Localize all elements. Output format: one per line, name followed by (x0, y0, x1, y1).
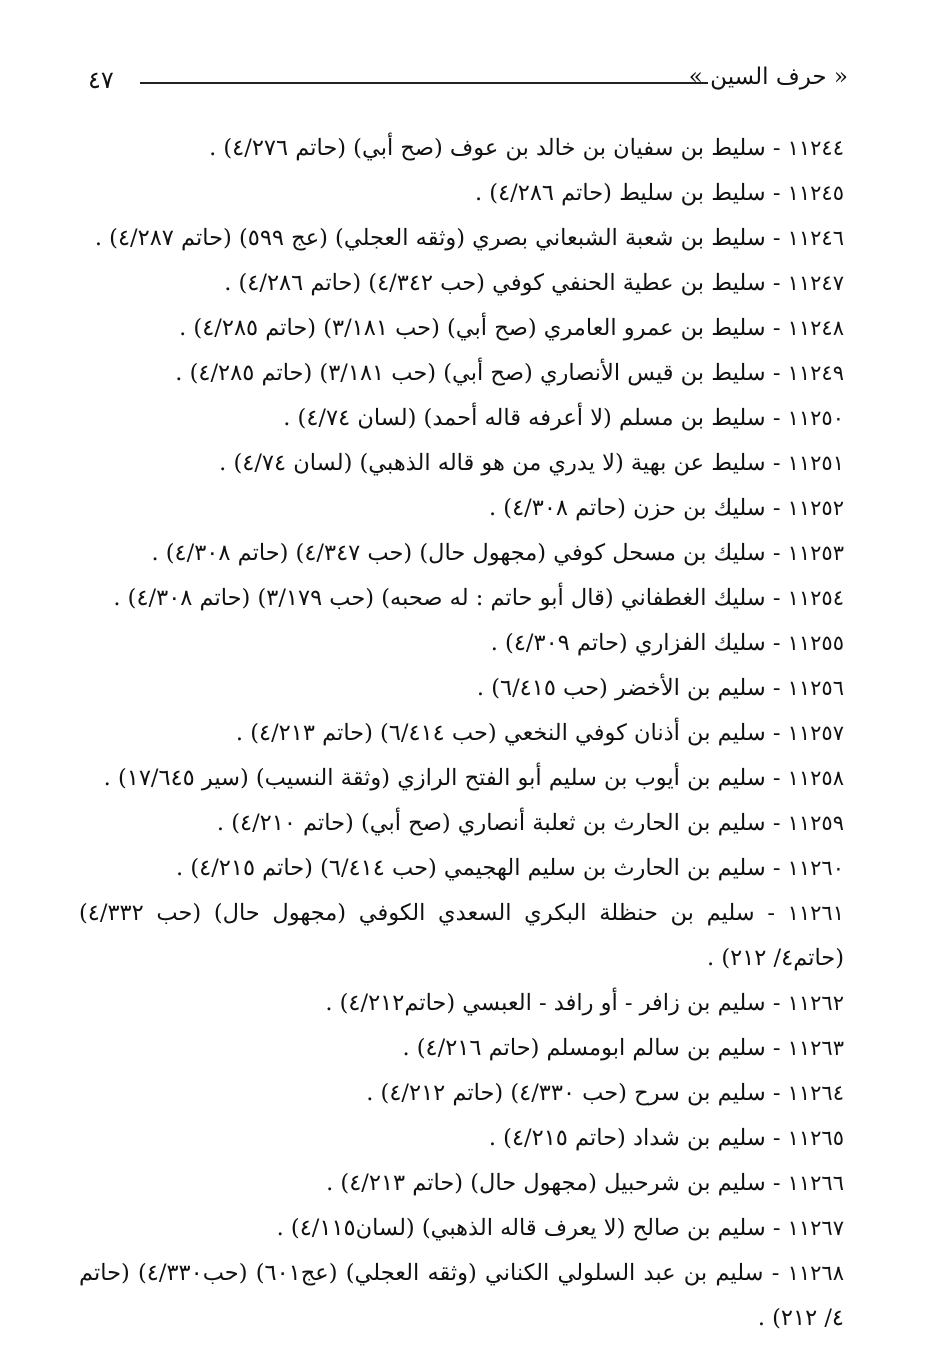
entry-text: سليط بن قيس الأنصاري (صح أبي) (حب ٣/١٨١) (حاتم ٤/٢٨٥) . (175, 360, 766, 386)
entry-number: ١١٢٥٨ (787, 766, 844, 790)
entry-number: ١١٢٥٧ (787, 721, 844, 745)
entry-text: سليط بن شعبة الشبعاني بصري (وثقه العجلي) (عج ٥٩٩) (حاتم ٤/٢٨٧) . (94, 225, 766, 251)
entry-text: سليك بن مسحل كوفي (مجهول حال) (حب ٤/٣٤٧) (حاتم ٤/٣٠٨) . (151, 540, 766, 566)
entry-text: سليط بن سليط (حاتم ٤/٢٨٦) . (474, 180, 766, 206)
entry-number: ١١٢٦٦ (787, 1171, 844, 1195)
entry-text: سليم بن سرح (حب ٤/٣٣٠) (حاتم ٤/٢١٢) . (366, 1080, 766, 1106)
list-item: ١١٢٥٣ - سليك بن مسحل كوفي (مجهول حال) (حب ٤/٣٤٧) (حاتم ٤/٣٠٨) . (151, 540, 844, 566)
entry-number: ١١٢٥٢ (787, 496, 844, 520)
list-item: ١١٢٥٠ - سليط بن مسلم (لا أعرفه قاله أحمد) (لسان ٤/٧٤) . (283, 405, 844, 431)
entry-number: ١١٢٤٥ (787, 181, 844, 205)
entry-number: ١١٢٥٠ (787, 406, 844, 430)
entry-number: ١١٢٤٨ (787, 316, 844, 340)
entry-number: ١١٢٦٨ (787, 1261, 844, 1285)
list-item: ١١٢٤٥ - سليط بن سليط (حاتم ٤/٢٨٦) . (474, 180, 844, 206)
entry-text: سليك الغطفاني (قال أبو حاتم : له صحبه) (حب ٣/١٧٩) (حاتم ٤/٣٠٨) . (113, 585, 766, 611)
entry-text: سليم بن حنظلة البكري السعدي الكوفي (مجهول حال) (حب ٤/٣٣٢) (حاتم٤/ ٢١٢) . (79, 900, 844, 971)
entry-number: ١١٢٥٩ (787, 811, 844, 835)
entry-text: سليم بن شرحبيل (مجهول حال) (حاتم ٤/٢١٣) . (326, 1170, 766, 1196)
entry-text: سليك الفزاري (حاتم ٤/٣٠٩) . (490, 630, 766, 656)
entry-text: سليم بن زافر - أو رافد - العبسي (حاتم٤/٢١٢) . (325, 990, 766, 1016)
entry-number: ١١٢٤٧ (787, 271, 844, 295)
entry-number: ١١٢٦٥ (787, 1126, 844, 1150)
entry-text: سليط بن عمرو العامري (صح أبي) (حب ٣/١٨١) (حاتم ٤/٢٨٥) . (179, 315, 766, 341)
list-item: ١١٢٦٨ - سليم بن عبد السلولي الكناني (وثقه العجلي) (عج٦٠١) (حب٤/٣٣٠) (حاتم ٤/ ٢١٢) . (79, 1260, 844, 1331)
entry-number: ١١٢٦١ (787, 901, 844, 925)
list-item: ١١٢٦٤ - سليم بن سرح (حب ٤/٣٣٠) (حاتم ٤/٢١٢) . (366, 1080, 844, 1106)
list-item: ١١٢٤٨ - سليط بن عمرو العامري (صح أبي) (حب ٣/١٨١) (حاتم ٤/٢٨٥) . (179, 315, 844, 341)
entry-number: ١١٢٦٧ (787, 1216, 844, 1240)
list-item: ١١٢٥٧ - سليم بن أذنان كوفي النخعي (حب ٦/٤١٤) (حاتم ٤/٢١٣) . (235, 720, 844, 746)
entry-text: سليم بن صالح (لا يعرف قاله الذهبي) (لسان٤/١١٥) . (276, 1215, 766, 1241)
list-item: ١١٢٦٧ - سليم بن صالح (لا يعرف قاله الذهبي) (لسان٤/١١٥) . (276, 1215, 844, 1241)
entry-text: سليم بن عبد السلولي الكناني (وثقه العجلي) (عج٦٠١) (حب٤/٣٣٠) (حاتم ٤/ ٢١٢) . (79, 1260, 844, 1331)
entry-list (64, 126, 844, 1341)
list-item: ١١٢٦٠ - سليم بن الحارث بن سليم الهجيمي (حب ٦/٤١٤) (حاتم ٤/٢١٥) . (176, 855, 844, 881)
list-item: ١١٢٦٣ - سليم بن سالم ابومسلم (حاتم ٤/٢١٦) . (402, 1035, 844, 1061)
page-number: ٤٧ (88, 66, 114, 94)
entry-text: سليك بن حزن (حاتم ٤/٣٠٨) . (488, 495, 766, 521)
list-item: ١١٢٤٤ - سليط بن سفيان بن خالد بن عوف (صح أبي) (حاتم ٤/٢٧٦) . (209, 135, 844, 161)
entry-number: ١١٢٦٤ (787, 1081, 844, 1105)
entry-number: ١١٢٦٢ (787, 991, 844, 1015)
list-item: ١١٢٥٦ - سليم بن الأخضر (حب ٦/٤١٥) . (476, 675, 844, 701)
entry-text: سليط بن عطية الحنفي كوفي (حب ٤/٣٤٢) (حاتم ٤/٢٨٦) . (224, 270, 766, 296)
entry-number: ١١٢٦٠ (787, 856, 844, 880)
entry-number: ١١٢٥٤ (787, 586, 844, 610)
page-header (82, 58, 848, 98)
entry-number: ١١٢٤٤ (787, 136, 844, 160)
list-item: ١١٢٦٥ - سليم بن شداد (حاتم ٤/٢١٥) . (488, 1125, 844, 1151)
entry-number: ١١٢٥٥ (787, 631, 844, 655)
running-title: « حرف السين » (688, 64, 848, 90)
list-item: ١١٢٤٧ - سليط بن عطية الحنفي كوفي (حب ٤/٣٤٢) (حاتم ٤/٢٨٦) . (224, 270, 844, 296)
entry-text: سليط بن سفيان بن خالد بن عوف (صح أبي) (حاتم ٤/٢٧٦) . (209, 135, 766, 161)
list-item: ١١٢٥٤ - سليك الغطفاني (قال أبو حاتم : له صحبه) (حب ٣/١٧٩) (حاتم ٤/٣٠٨) . (113, 585, 844, 611)
entry-number: ١١٢٥٣ (787, 541, 844, 565)
list-item: ١١٢٥١ - سليط عن بهية (لا يدري من هو قاله الذهبي) (لسان ٤/٧٤) . (219, 450, 844, 476)
entry-text: سليم بن الحارث بن ثعلبة أنصاري (صح أبي) (حاتم ٤/٢١٠) . (216, 810, 766, 836)
entry-text: سليط عن بهية (لا يدري من هو قاله الذهبي) (لسان ٤/٧٤) . (219, 450, 766, 476)
header-rule (140, 82, 708, 84)
entry-number: ١١٢٥٦ (787, 676, 844, 700)
list-item: ١١٢٥٨ - سليم بن أيوب بن سليم أبو الفتح الرازي (وثقة النسيب) (سير ١٧/٦٤٥) . (103, 765, 844, 791)
list-item: ١١٢٦١ - سليم بن حنظلة البكري السعدي الكوفي (مجهول حال) (حب ٤/٣٣٢) (حاتم٤/ ٢١٢) . (79, 900, 844, 971)
entry-text: سليم بن الحارث بن سليم الهجيمي (حب ٦/٤١٤) (حاتم ٤/٢١٥) . (176, 855, 766, 881)
entry-text: سليم بن سالم ابومسلم (حاتم ٤/٢١٦) . (402, 1035, 766, 1061)
entry-number: ١١٢٥١ (787, 451, 844, 475)
list-item: ١١٢٤٦ - سليط بن شعبة الشبعاني بصري (وثقه العجلي) (عج ٥٩٩) (حاتم ٤/٢٨٧) . (94, 225, 844, 251)
entry-number: ١١٢٤٩ (787, 361, 844, 385)
entry-number: ١١٢٤٦ (787, 226, 844, 250)
entry-text: سليط بن مسلم (لا أعرفه قاله أحمد) (لسان ٤/٧٤) . (283, 405, 766, 431)
list-item: ١١٢٥٩ - سليم بن الحارث بن ثعلبة أنصاري (صح أبي) (حاتم ٤/٢١٠) . (216, 810, 844, 836)
entry-text: سليم بن شداد (حاتم ٤/٢١٥) . (488, 1125, 766, 1151)
entry-text: سليم بن أيوب بن سليم أبو الفتح الرازي (وثقة النسيب) (سير ١٧/٦٤٥) . (103, 765, 766, 791)
list-item: ١١٢٥٥ - سليك الفزاري (حاتم ٤/٣٠٩) . (490, 630, 844, 656)
entry-text: سليم بن أذنان كوفي النخعي (حب ٦/٤١٤) (حاتم ٤/٢١٣) . (235, 720, 766, 746)
entry-number: ١١٢٦٣ (787, 1036, 844, 1060)
list-item: ١١٢٦٦ - سليم بن شرحبيل (مجهول حال) (حاتم ٤/٢١٣) . (326, 1170, 844, 1196)
entry-text: سليم بن الأخضر (حب ٦/٤١٥) . (476, 675, 766, 701)
list-item: ١١٢٥٢ - سليك بن حزن (حاتم ٤/٣٠٨) . (488, 495, 844, 521)
list-item: ١١٢٤٩ - سليط بن قيس الأنصاري (صح أبي) (حب ٣/١٨١) (حاتم ٤/٢٨٥) . (175, 360, 844, 386)
list-item: ١١٢٦٢ - سليم بن زافر - أو رافد - العبسي (حاتم٤/٢١٢) . (325, 990, 844, 1016)
